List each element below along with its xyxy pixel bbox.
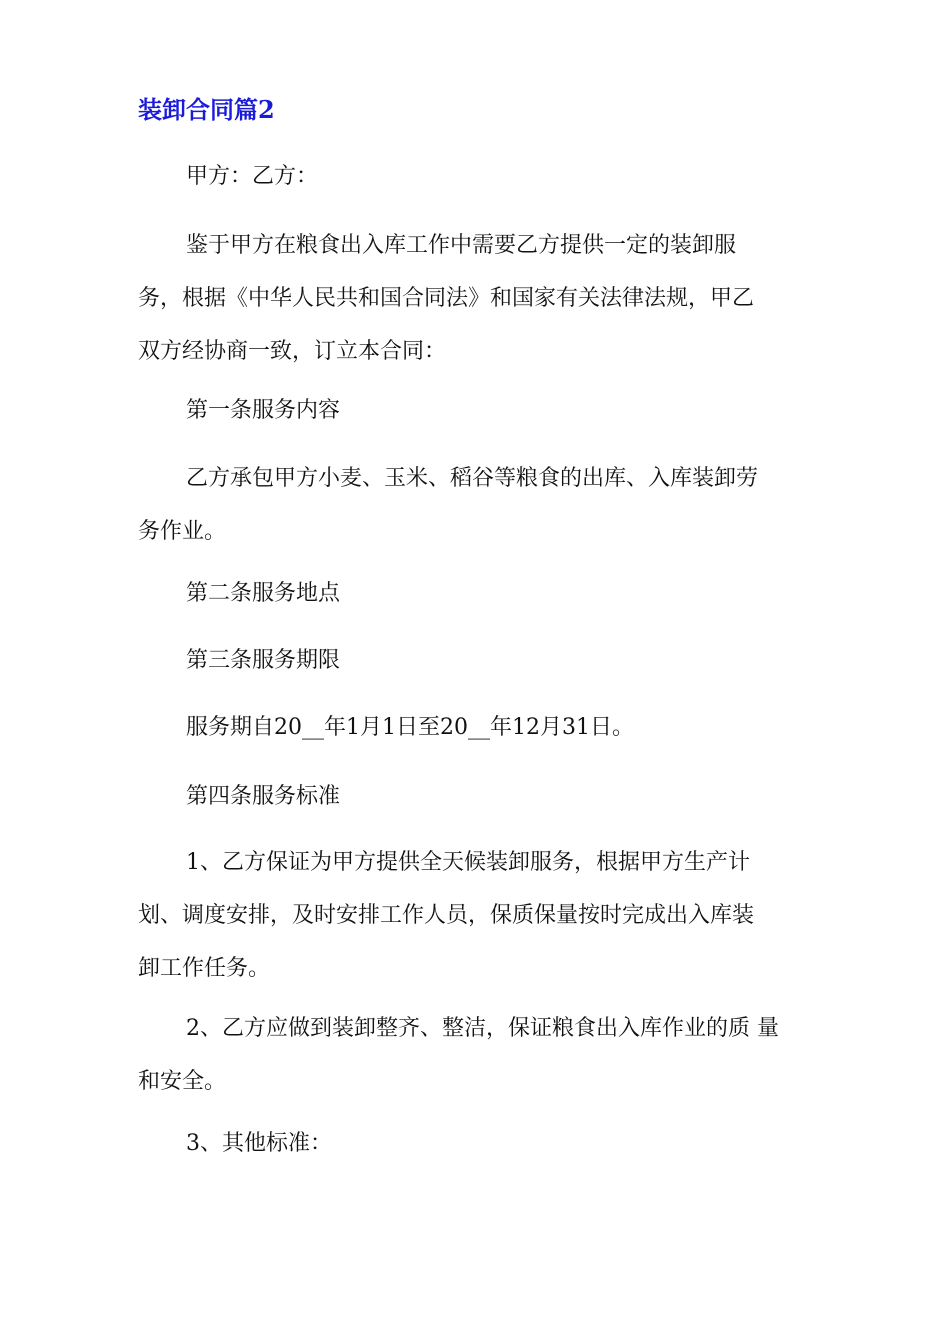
paragraph-line: 第二条服务地点 <box>186 581 341 606</box>
paragraph-line: 第四条服务标准 <box>186 784 341 809</box>
paragraph-line: 鉴于甲方在粮食出入库工作中需要乙方提供一定的装卸服 <box>186 233 737 258</box>
preamble-paragraph <box>138 219 828 378</box>
paragraph-line: 第三条服务期限 <box>186 648 341 673</box>
parties-paragraph <box>138 150 828 203</box>
article-3-content <box>138 701 828 754</box>
paragraph-line: 卸工作任务。 <box>138 956 271 981</box>
paragraph-line: 乙方承包甲方小麦、玉米、稻谷等粮食的出库、入库装卸劳 <box>186 466 759 491</box>
paragraph-line: 和安全。 <box>138 1069 227 1094</box>
paragraph-line: 第一条服务内容 <box>186 398 341 423</box>
paragraph-line: 3、其他标准： <box>186 1131 332 1156</box>
paragraph-line: 1、乙方保证为甲方提供全天候装卸服务，根据甲方生产计 <box>186 850 750 875</box>
standard-item-2 <box>138 1002 828 1108</box>
article-3-heading <box>138 634 828 687</box>
article-1-content <box>138 452 828 558</box>
standard-item-3 <box>138 1117 828 1170</box>
document-title: 装卸合同篇2 <box>138 95 275 124</box>
paragraph-line: 务，根据《中华人民共和国合同法》和国家有关法律法规，甲乙 <box>138 286 755 311</box>
article-4-heading <box>138 770 828 823</box>
paragraph-line: 划、调度安排，及时安排工作人员，保质保量按时完成出入库装 <box>138 903 755 928</box>
paragraph-line: 双方经协商一致，订立本合同： <box>138 339 447 364</box>
standard-item-1 <box>138 836 828 995</box>
article-2-heading <box>138 567 828 620</box>
paragraph-line: 务作业。 <box>138 519 227 544</box>
article-1-heading <box>138 384 828 437</box>
paragraph-line: 2、乙方应做到装卸整齐、整洁，保证粮食出入库作业的质 量 <box>186 1016 779 1041</box>
paragraph-line: 甲方：乙方： <box>186 164 319 189</box>
paragraph-line: 服务期自20__年1月1日至20__年12月31日。 <box>186 715 634 740</box>
